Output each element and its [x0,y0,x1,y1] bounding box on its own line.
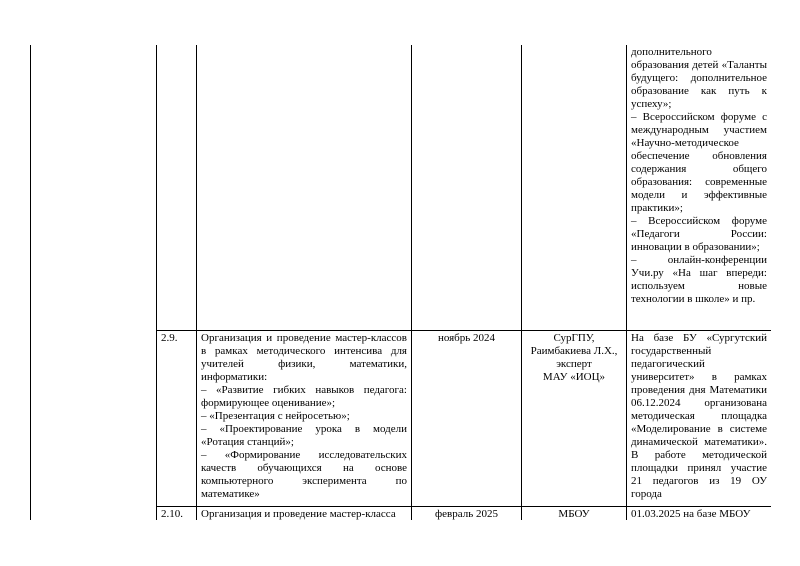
result-paragraph: – онлайн-конференции Учи.ру «На шаг впереди: используем новые технологии в школе» и пр. [631,254,767,305]
date-cell [412,330,522,506]
organizer-cell [522,330,627,506]
activity-item: – «Проектирование урока в модели «Ротация станций»; [201,422,407,448]
result-cell [627,330,772,506]
organizer-cell [522,506,627,520]
result-paragraph: – Всероссийском форуме «Педагоги России: инновации в образовании»; [631,215,767,253]
organizer-cell [522,45,627,330]
organizer-line: МБОУ [558,507,590,520]
organizer-line: Раимбакиева Л.Х., [530,344,618,357]
result-cell [627,45,772,330]
table-container [30,45,771,520]
row-number-cell [157,45,197,330]
empty-spanning-cell [31,45,157,520]
activity-intro: Организация и проведение мастер-классов в рамках методического интенсива для учителей физики, математики, информатики: [201,331,407,383]
activity-item: – «Развитие гибких навыков педагога: формирующее оценивание»; [201,383,407,409]
result-paragraph: – Всероссийском форуме с международным участием «Научно-методическое обеспечение обновления содержания общего образования: современные модели и эффективные практики»; [631,111,767,214]
result-paragraph: На базе БУ «Сургутский государственный педагогический университет» в рамках проведения дня Математики 06.12.2024 организована методическая площадка «Моделирование в системе динамической математики». В работе методической площадки принял участие 21 педагогов из 19 ОУ города [631,331,767,500]
activity-cell [197,330,412,506]
date-value: ноябрь 2024 [437,331,496,344]
activity-cell [197,45,412,330]
activity-item: – «Формирование исследовательских качеств обучающихся на основе компьютерного эксперимента по математике» [201,448,407,500]
row-number: 2.10. [161,507,183,520]
row-number: 2.9. [161,331,178,344]
activity-cell [197,506,412,520]
organizer-line: МАУ «ИОЦ» [542,370,606,383]
date-cell [412,506,522,520]
row-number-cell [157,506,197,520]
organizer-line: СурГПУ, [553,331,595,344]
organizer-line: эксперт [556,357,592,370]
table-row-continuation [31,45,772,330]
date-cell [412,45,522,330]
date-value: февраль 2025 [435,507,498,520]
row-number-cell [157,330,197,506]
result-paragraph: дополнительного образования детей «Таланты будущего: дополнительное образование как путь к успеху»; [631,46,767,110]
activities-table [30,45,771,520]
result-paragraph: 01.03.2025 на базе МБОУ [631,507,751,520]
activity-item: – «Презентация с нейросетью»; [201,409,350,422]
activity-intro: Организация и проведение мастер-класса [201,507,396,520]
result-cell [627,506,772,520]
